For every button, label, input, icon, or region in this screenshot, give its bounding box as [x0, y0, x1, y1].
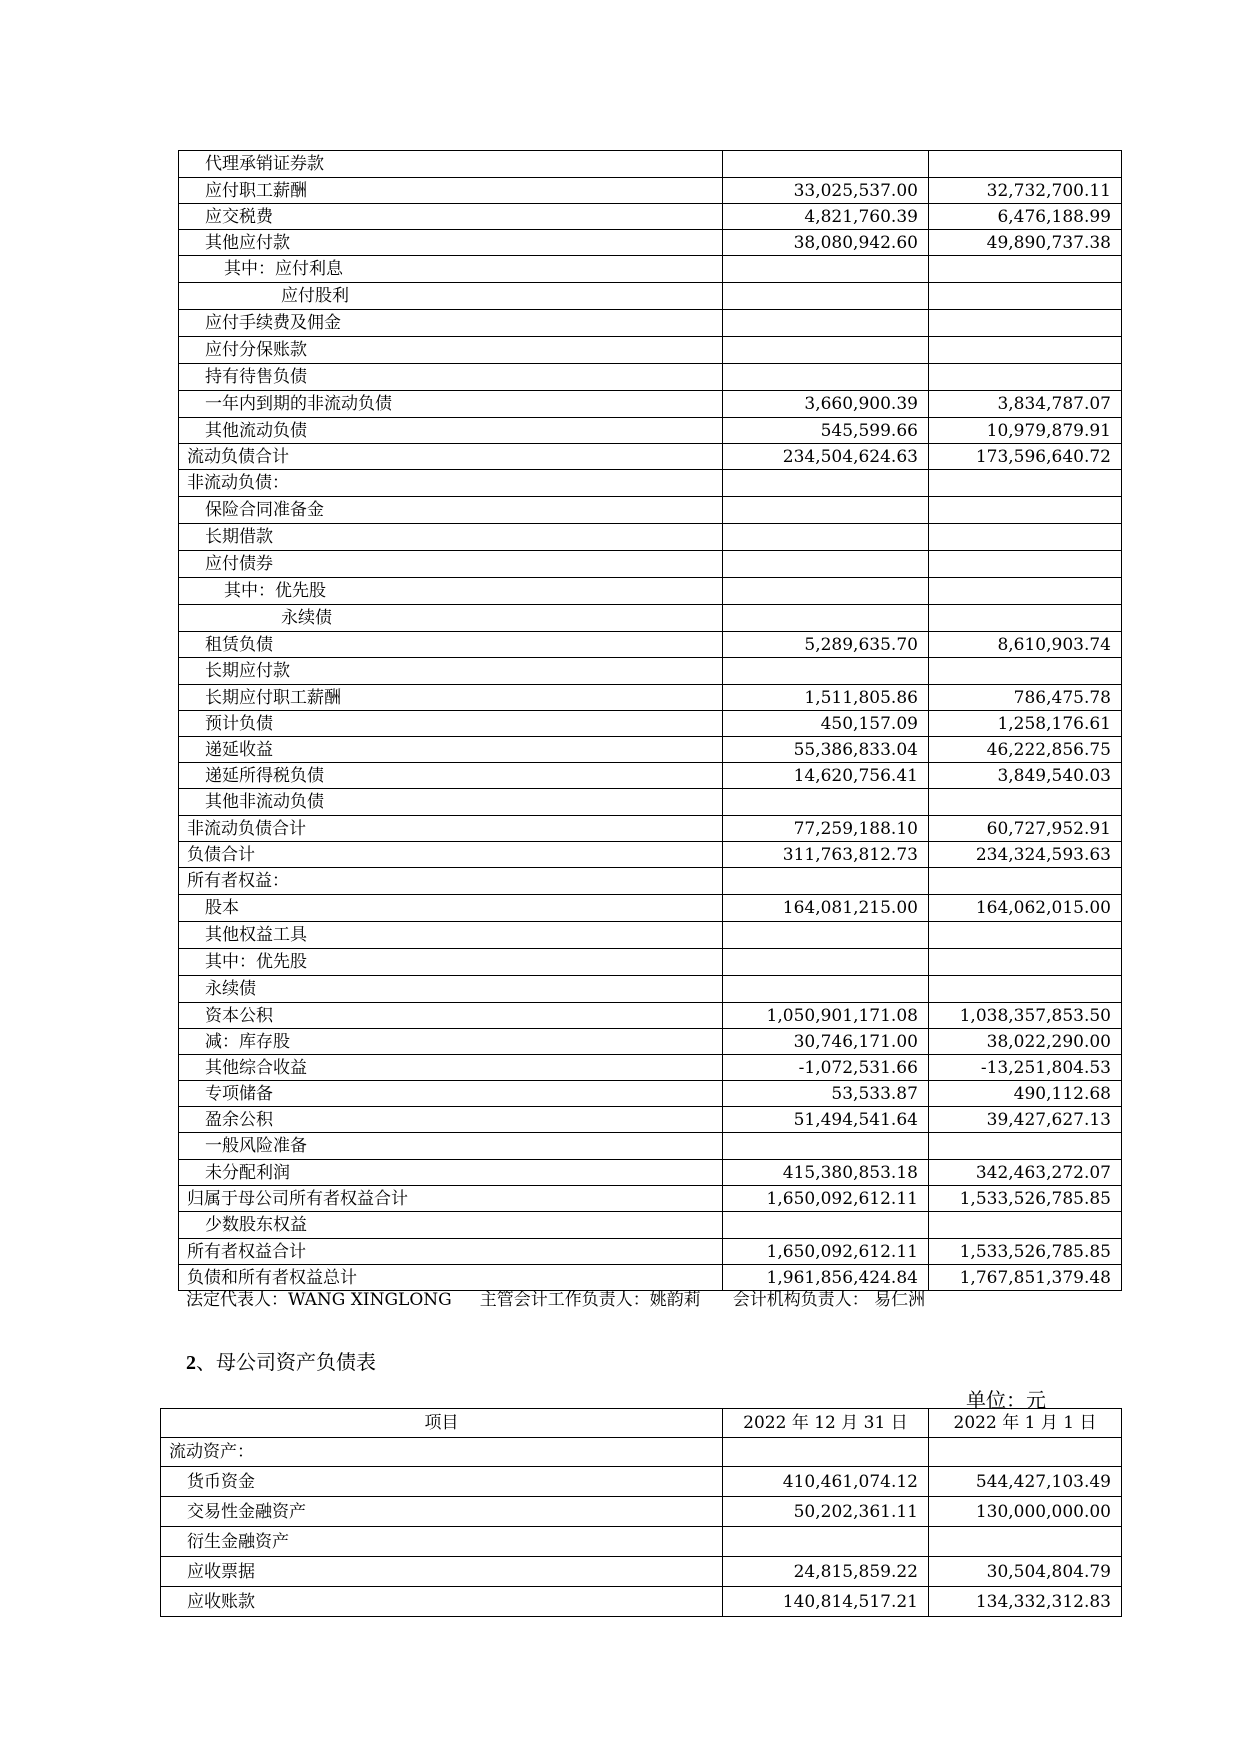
row-value-current [722, 151, 928, 178]
row-value-prior: 3,834,787.07 [928, 391, 1121, 418]
table-row [161, 1587, 1122, 1617]
table-row [179, 949, 1122, 976]
row-value-prior: 544,427,103.49 [928, 1467, 1121, 1497]
row-value-prior: 173,596,640.72 [928, 444, 1121, 470]
row-label: 衍生金融资产 [161, 1527, 723, 1557]
row-value-prior: 342,463,272.07 [928, 1160, 1121, 1186]
table-row [179, 789, 1122, 816]
row-label: 应付分保账款 [179, 337, 723, 364]
table-row [179, 578, 1122, 605]
legal-representative: 法定代表人：WANG XINGLONG [186, 1290, 452, 1310]
row-value-prior [928, 283, 1121, 310]
accounting-org-head: 会计机构负责人： 易仁洲 [732, 1290, 926, 1310]
row-label: 其他综合收益 [179, 1055, 723, 1081]
row-label: 盈余公积 [179, 1107, 723, 1133]
table-row [179, 1107, 1122, 1133]
row-value-prior [928, 364, 1121, 391]
row-value-prior: 234,324,593.63 [928, 842, 1121, 868]
row-value-current [722, 1212, 928, 1239]
table-row [179, 1239, 1122, 1265]
row-label: 所有者权益合计 [179, 1239, 723, 1265]
section-number: 2 [186, 1352, 196, 1374]
row-label: 非流动负债合计 [179, 816, 723, 842]
row-value-prior [928, 151, 1121, 178]
row-value-current: 3,660,900.39 [722, 391, 928, 418]
row-value-prior: 32,732,700.11 [928, 178, 1121, 204]
row-label: 一般风险准备 [179, 1133, 723, 1160]
row-label: 应交税费 [179, 204, 723, 230]
row-value-current: 450,157.09 [722, 711, 928, 737]
row-label: 所有者权益： [179, 868, 723, 895]
row-label: 流动资产： [161, 1438, 723, 1467]
row-label: 货币资金 [161, 1467, 723, 1497]
row-value-current [722, 337, 928, 364]
row-value-current: 51,494,541.64 [722, 1107, 928, 1133]
row-label: 其他非流动负债 [179, 789, 723, 816]
row-value-prior: 6,476,188.99 [928, 204, 1121, 230]
row-value-current [722, 976, 928, 1003]
row-value-prior [928, 470, 1121, 497]
row-label: 归属于母公司所有者权益合计 [179, 1186, 723, 1212]
table-row [179, 868, 1122, 895]
row-label: 递延所得税负债 [179, 763, 723, 789]
table-row [161, 1527, 1122, 1557]
table-row [179, 1133, 1122, 1160]
row-label: 应付手续费及佣金 [179, 310, 723, 337]
row-label: 应付股利 [179, 283, 723, 310]
row-label: 应付债券 [179, 551, 723, 578]
row-value-current: 1,961,856,424.84 [722, 1265, 928, 1291]
row-value-prior: 30,504,804.79 [928, 1557, 1121, 1587]
table-row [179, 551, 1122, 578]
table-row [179, 418, 1122, 444]
row-label: 长期应付职工薪酬 [179, 685, 723, 711]
row-label: 代理承销证券款 [179, 151, 723, 178]
table1-body [179, 151, 1122, 1291]
row-value-current: 38,080,942.60 [722, 230, 928, 256]
row-value-current [722, 1438, 928, 1467]
unit-label: 单位：元 [966, 1388, 1046, 1412]
table-row [179, 976, 1122, 1003]
row-value-prior [928, 310, 1121, 337]
row-value-prior: 8,610,903.74 [928, 632, 1121, 658]
row-label: 其中：优先股 [179, 949, 723, 976]
row-label: 未分配利润 [179, 1160, 723, 1186]
row-value-current: 14,620,756.41 [722, 763, 928, 789]
row-value-current: 415,380,853.18 [722, 1160, 928, 1186]
row-label: 租赁负债 [179, 632, 723, 658]
row-label: 其中：优先股 [179, 578, 723, 605]
row-value-current [722, 789, 928, 816]
row-label: 流动负债合计 [179, 444, 723, 470]
table-row [179, 337, 1122, 364]
section-title-text: 、母公司资产负债表 [196, 1350, 376, 1374]
row-label: 股本 [179, 895, 723, 922]
row-value-prior: 38,022,290.00 [928, 1029, 1121, 1055]
table-row [179, 632, 1122, 658]
parent-balance-sheet-table [160, 1408, 1122, 1617]
row-value-prior: 10,979,879.91 [928, 418, 1121, 444]
table-row [179, 444, 1122, 470]
section-title [186, 1346, 376, 1375]
row-label: 持有待售负债 [179, 364, 723, 391]
accounting-head: 主管会计工作负责人：姚韵莉 [479, 1290, 701, 1310]
row-label: 交易性金融资产 [161, 1497, 723, 1527]
table-row [179, 685, 1122, 711]
table-row [179, 283, 1122, 310]
table-row [179, 178, 1122, 204]
row-value-prior: 46,222,856.75 [928, 737, 1121, 763]
signature-line [186, 1285, 925, 1310]
row-value-prior: 1,533,526,785.85 [928, 1239, 1121, 1265]
row-value-current [722, 868, 928, 895]
table-row [179, 204, 1122, 230]
table-row [179, 524, 1122, 551]
row-value-prior: 490,112.68 [928, 1081, 1121, 1107]
row-value-current [722, 578, 928, 605]
row-value-current [722, 949, 928, 976]
table-header-row [161, 1409, 1122, 1438]
row-value-prior [928, 658, 1121, 685]
row-value-current [722, 283, 928, 310]
row-value-prior [928, 1527, 1121, 1557]
row-value-prior [928, 789, 1121, 816]
row-label: 预计负债 [179, 711, 723, 737]
row-value-current [722, 364, 928, 391]
consolidated-balance-sheet-liabilities-table [178, 150, 1122, 1291]
row-value-current: 311,763,812.73 [722, 842, 928, 868]
header-item: 项目 [161, 1409, 723, 1438]
table-row [179, 711, 1122, 737]
row-value-current: 24,815,859.22 [722, 1557, 928, 1587]
row-label: 其中：应付利息 [179, 256, 723, 283]
row-value-prior: 60,727,952.91 [928, 816, 1121, 842]
table-row [179, 391, 1122, 418]
row-label: 应收票据 [161, 1557, 723, 1587]
table-row [179, 1186, 1122, 1212]
row-value-current: 53,533.87 [722, 1081, 928, 1107]
table-row [179, 1055, 1122, 1081]
table-row [161, 1467, 1122, 1497]
row-value-current: 140,814,517.21 [722, 1587, 928, 1617]
row-value-current [722, 1527, 928, 1557]
table-row [179, 922, 1122, 949]
row-value-current: 50,202,361.11 [722, 1497, 928, 1527]
row-label: 应收账款 [161, 1587, 723, 1617]
row-value-prior: 39,427,627.13 [928, 1107, 1121, 1133]
table-row [179, 816, 1122, 842]
row-value-current: 33,025,537.00 [722, 178, 928, 204]
row-value-prior [928, 1133, 1121, 1160]
row-value-prior: 786,475.78 [928, 685, 1121, 711]
row-value-current [722, 658, 928, 685]
row-value-current [722, 310, 928, 337]
row-value-prior: 3,849,540.03 [928, 763, 1121, 789]
row-label: 专项储备 [179, 1081, 723, 1107]
row-value-prior [928, 949, 1121, 976]
row-value-prior: -13,251,804.53 [928, 1055, 1121, 1081]
row-label: 其他权益工具 [179, 922, 723, 949]
row-value-prior: 1,038,357,853.50 [928, 1003, 1121, 1029]
row-value-current: 77,259,188.10 [722, 816, 928, 842]
row-label: 一年内到期的非流动负债 [179, 391, 723, 418]
row-label: 递延收益 [179, 737, 723, 763]
row-value-prior: 130,000,000.00 [928, 1497, 1121, 1527]
table2-body [161, 1438, 1122, 1617]
row-value-current [722, 922, 928, 949]
table-row [179, 1029, 1122, 1055]
row-value-prior [928, 551, 1121, 578]
row-value-current: 55,386,833.04 [722, 737, 928, 763]
table-row [161, 1438, 1122, 1467]
row-label: 少数股东权益 [179, 1212, 723, 1239]
row-label: 保险合同准备金 [179, 497, 723, 524]
row-value-prior: 1,767,851,379.48 [928, 1265, 1121, 1291]
row-value-prior [928, 337, 1121, 364]
table-row [161, 1497, 1122, 1527]
table-row [179, 230, 1122, 256]
row-value-current: 4,821,760.39 [722, 204, 928, 230]
row-label: 资本公积 [179, 1003, 723, 1029]
table-row [179, 895, 1122, 922]
row-value-prior: 1,533,526,785.85 [928, 1186, 1121, 1212]
row-value-prior: 1,258,176.61 [928, 711, 1121, 737]
row-value-current [722, 256, 928, 283]
row-value-current [722, 497, 928, 524]
row-value-prior: 49,890,737.38 [928, 230, 1121, 256]
table-row [179, 842, 1122, 868]
row-value-prior [928, 1212, 1121, 1239]
row-value-prior: 134,332,312.83 [928, 1587, 1121, 1617]
row-value-current: 234,504,624.63 [722, 444, 928, 470]
row-value-prior [928, 497, 1121, 524]
table-row [179, 737, 1122, 763]
row-label: 长期借款 [179, 524, 723, 551]
row-label: 负债合计 [179, 842, 723, 868]
row-label: 非流动负债： [179, 470, 723, 497]
row-label: 减：库存股 [179, 1029, 723, 1055]
row-value-prior [928, 1438, 1121, 1467]
header-col-a: 2022 年 12 月 31 日 [722, 1409, 928, 1438]
header-col-b: 2022 年 1 月 1 日 [928, 1409, 1121, 1438]
row-value-current: 410,461,074.12 [722, 1467, 928, 1497]
row-value-current [722, 605, 928, 632]
row-value-prior [928, 868, 1121, 895]
row-value-prior [928, 578, 1121, 605]
row-value-current: 1,050,901,171.08 [722, 1003, 928, 1029]
row-value-prior [928, 922, 1121, 949]
row-value-current: 1,511,805.86 [722, 685, 928, 711]
row-value-current: 164,081,215.00 [722, 895, 928, 922]
table-row [161, 1557, 1122, 1587]
table-row [179, 605, 1122, 632]
row-value-current [722, 524, 928, 551]
row-value-current: 1,650,092,612.11 [722, 1186, 928, 1212]
row-label: 永续债 [179, 605, 723, 632]
row-label: 应付职工薪酬 [179, 178, 723, 204]
row-value-current: 1,650,092,612.11 [722, 1239, 928, 1265]
table-row [179, 658, 1122, 685]
row-value-prior: 164,062,015.00 [928, 895, 1121, 922]
table-row [179, 497, 1122, 524]
table-row [179, 1081, 1122, 1107]
row-value-current: 545,599.66 [722, 418, 928, 444]
table-row [179, 1160, 1122, 1186]
table-row [179, 1212, 1122, 1239]
table-row [179, 1003, 1122, 1029]
row-value-current: -1,072,531.66 [722, 1055, 928, 1081]
table-row [179, 763, 1122, 789]
row-label: 其他流动负债 [179, 418, 723, 444]
table-row [179, 151, 1122, 178]
table-row [179, 256, 1122, 283]
row-value-prior [928, 976, 1121, 1003]
row-label: 永续债 [179, 976, 723, 1003]
row-value-prior [928, 256, 1121, 283]
row-label: 长期应付款 [179, 658, 723, 685]
row-label: 其他应付款 [179, 230, 723, 256]
row-value-current [722, 470, 928, 497]
row-value-current [722, 1133, 928, 1160]
table-row [179, 470, 1122, 497]
table-row [179, 310, 1122, 337]
row-value-prior [928, 605, 1121, 632]
table-row [179, 364, 1122, 391]
row-value-current: 5,289,635.70 [722, 632, 928, 658]
row-value-current: 30,746,171.00 [722, 1029, 928, 1055]
row-label: 负债和所有者权益总计 [179, 1265, 723, 1291]
row-value-current [722, 551, 928, 578]
row-value-prior [928, 524, 1121, 551]
